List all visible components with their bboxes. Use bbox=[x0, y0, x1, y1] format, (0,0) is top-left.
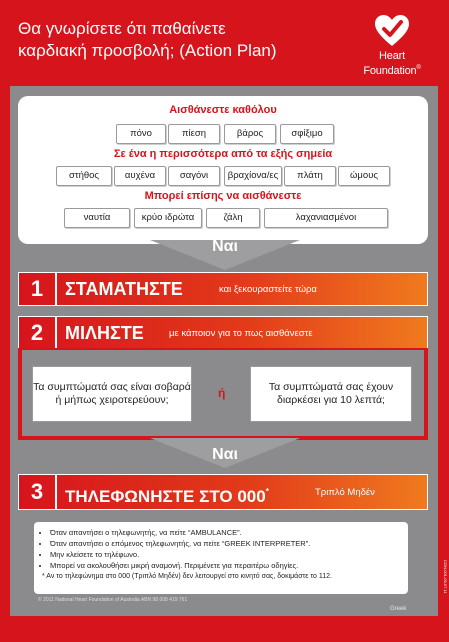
symptom-chip: πόνο bbox=[116, 124, 166, 144]
brand-line-1: Heart bbox=[379, 50, 405, 62]
copyright-text: © 2011 National Heart Foundation of Australia ABN 98 008 419 761 bbox=[38, 597, 188, 603]
condition-duration: Τα συμπτώματά σας έχουν διαρκέσει για 10 λεπτά; bbox=[250, 366, 412, 422]
instruction-item: • Όταν απαντήσει ο επόμενος τηλεφωνητής, να πείτε “GREEK INTERPRETER”. bbox=[50, 538, 400, 549]
instruction-item: • Μην κλείσετε το τηλέφωνο. bbox=[50, 549, 400, 560]
document-code: CON-001-05-07.11 bbox=[443, 560, 448, 594]
step-3-call bbox=[18, 474, 428, 510]
step-number: 3 bbox=[19, 475, 57, 509]
brand-line-2: Foundation bbox=[363, 65, 417, 77]
step-title-wrap bbox=[65, 475, 269, 514]
location-chip: σαγόνι bbox=[168, 166, 220, 186]
location-chip: στήθος bbox=[56, 166, 112, 186]
location-chip: αυχένα bbox=[114, 166, 166, 186]
instruction-list bbox=[42, 527, 400, 571]
location-chip: ώμους bbox=[338, 166, 390, 186]
heart-foundation-logo bbox=[352, 14, 432, 76]
call-instructions bbox=[34, 522, 408, 594]
step-subtitle: Τριπλό Μηδέν bbox=[315, 487, 375, 498]
step-title: ΤΗΛΕΦΩΝΗΣΤΕ ΣΤΟ 000 bbox=[65, 487, 266, 506]
instruction-item: • Όταν απαντήσει ο τηλεφωνητής, να πείτε “AMBULANCE”. bbox=[50, 527, 400, 538]
location-chip: βραχίονα/ες bbox=[224, 166, 282, 186]
step-subtitle: και ξεκουραστείτε τώρα bbox=[219, 284, 317, 295]
step-title: ΣΤΑΜΑΤΗΣΤΕ bbox=[65, 279, 183, 299]
conditions-frame bbox=[18, 348, 428, 440]
symptom-chip: σφίξιμο bbox=[280, 124, 334, 144]
title-line-2: καρδιακή προσβολή; (Action Plan) bbox=[18, 41, 277, 60]
feeling-chip: ναυτία bbox=[64, 208, 130, 228]
feeling-chip: λαχανιασμένοι bbox=[264, 208, 388, 228]
condition-worse: Τα συμπτώματά σας είναι σοβαρά ή μήπως χειροτερεύουν; bbox=[32, 366, 192, 422]
conditions-panel bbox=[22, 350, 424, 436]
symptom-chip: βάρος bbox=[224, 124, 276, 144]
brand-registered-mark: ® bbox=[416, 65, 421, 71]
feeling-chip: κρύο ιδρώτα bbox=[134, 208, 202, 228]
heart-tick-icon bbox=[374, 14, 410, 48]
yes-label: Ναι bbox=[212, 446, 238, 463]
symptoms-heading-3: Μπορεί επίσης να αισθάνεστε bbox=[144, 190, 302, 202]
poster-title bbox=[18, 18, 348, 62]
instruction-item: • Μπορεί να ακολουθήσει μικρή αναμονή. Περιμένετε για περαιτέρω οδηγίες. bbox=[50, 560, 400, 571]
step-1-stop bbox=[18, 272, 428, 306]
location-chip: πλάτη bbox=[284, 166, 336, 186]
step-number: 1 bbox=[19, 273, 57, 305]
step-subtitle: με κάποιον για το πως αισθάνεστε bbox=[169, 328, 313, 339]
step-number: 2 bbox=[19, 317, 57, 349]
symptoms-heading-1: Αισθάνεστε καθόλου bbox=[169, 104, 277, 116]
step-title: ΜΙΛΗΣΤΕ bbox=[65, 323, 144, 343]
symptom-chip: πίεση bbox=[168, 124, 220, 144]
step-2-talk bbox=[18, 316, 428, 350]
symptoms-heading-2: Σε ένα η περισσότερα από τα εξής σημεία bbox=[113, 148, 333, 160]
feeling-chip: ζάλη bbox=[206, 208, 260, 228]
language-label: Greek bbox=[390, 606, 407, 612]
yes-label: Ναι bbox=[212, 238, 238, 255]
brand-name bbox=[352, 50, 432, 77]
title-line-1: Θα γνωρίσετε ότι παθαίνετε bbox=[18, 19, 226, 38]
footnote: * Αν το τηλεφώνημα στο 000 (Τριπλό Μηδέν) δεν λειτουργεί στο κινητό σας, δοκιμάστε το 112. bbox=[42, 573, 332, 580]
footnote-star: * bbox=[265, 487, 269, 496]
symptoms-box bbox=[18, 96, 428, 244]
or-label: ή bbox=[218, 386, 226, 400]
